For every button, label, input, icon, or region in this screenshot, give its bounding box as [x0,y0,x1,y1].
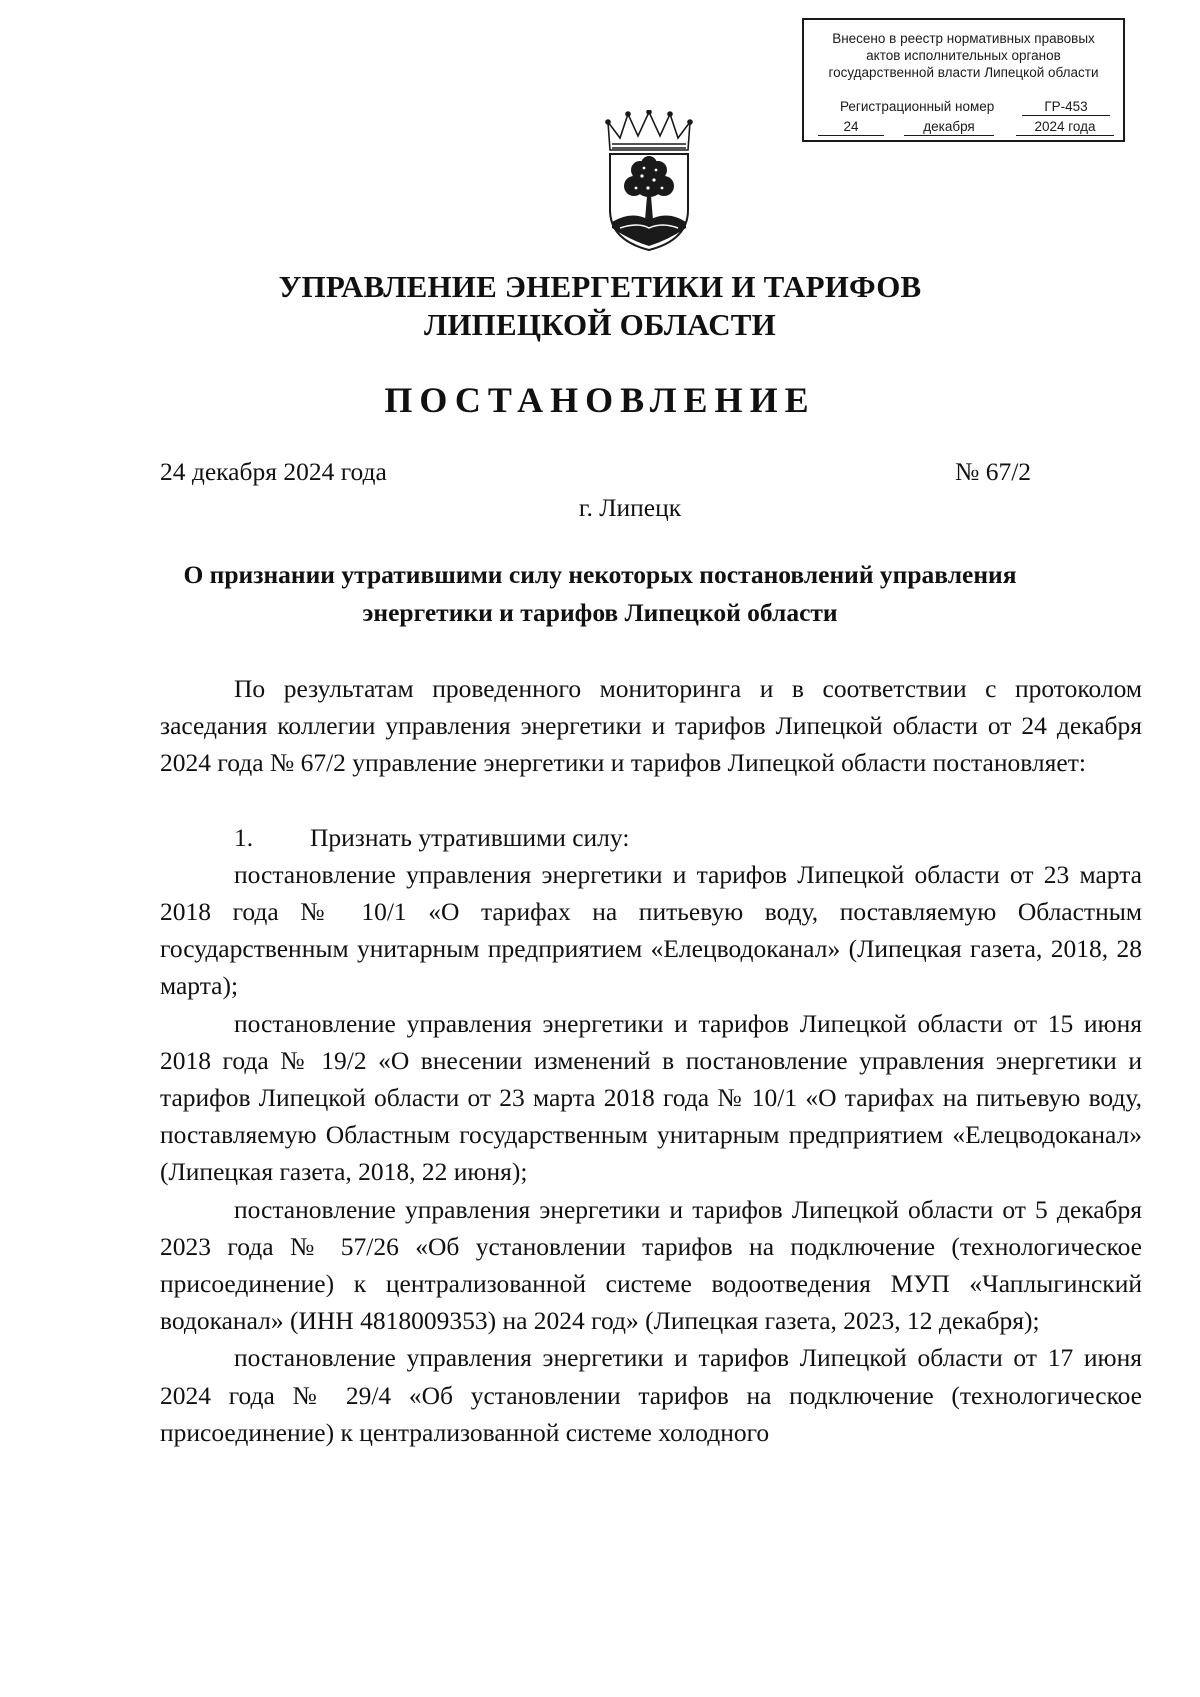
document-number: № 67/2 [955,457,1032,486]
stamp-line-3: государственной власти Липецкой области [828,65,1099,80]
repealed-act-4: постановление управления энергетики и тарифов Липецкой области от 17 июня 2024 года № 29/4 «Об установлении тарифов на подключение (технологическое присоединение) к централизованной системе холодного [160,1343,1142,1447]
stamp-date-month: декабря [904,118,994,136]
item-1-text: Признать утратившими силу: [310,822,630,852]
repealed-act-1: постановление управления энергетики и тарифов Липецкой области от 23 марта 2018 года № 10/1 «О тарифах на питьевую воду, поставляемую Областным государственным унитарным предприятием «Елецводоканал» (Липецкая газета, 2018, 28 марта); [160,859,1142,1001]
document-type: ПОСТАНОВЛЕНИЕ [384,380,816,420]
stamp-line-2: актов исполнительных органов [866,48,1061,63]
repealed-act-3: постановление управления энергетики и тарифов Липецкой области от 5 декабря 2023 года № 57/26 «Об установлении тарифов на подключение (технологическое присоединение) к централизованной системе водоотведения МУП «Чаплыгинский водоканал» (ИНН 4818009353) на 2024 год» (Липецкая газета, 2023, 12 декабря); [160,1194,1142,1336]
agency-title [0,268,1200,344]
stamp-date-year: 2024 года [1016,118,1114,136]
registry-stamp [802,18,1125,142]
coat-of-arms-icon [598,110,700,252]
document-date: 24 декабря 2024 года [160,457,387,486]
item-1-number: 1. [234,822,254,852]
stamp-registration-row [804,98,1123,118]
repealed-act-2: постановление управления энергетики и тарифов Липецкой области от 15 июня 2018 года № 19/2 «О внесении изменений в постановление управления энергетики и тарифов Липецкой области от 23 марта 2018 года № 10/1 «О тарифах на питьевую воду, поставляемую Областным государственным унитарным предприятием «Елецводоканал» (Липецкая газета, 2018, 22 июня); [160,1008,1142,1187]
stamp-line-1: Внесено в реестр нормативных правовых [832,31,1095,46]
stamp-registration-number: ГР-453 [1022,98,1110,116]
document-subject-line-2: энергетики и тарифов Липецкой области [362,598,838,627]
document-body [160,670,1142,1451]
document-subject [150,556,1050,632]
document-subject-line-1: О признании утратившими силу некоторых постановлений управления [183,560,1017,589]
stamp-date-row [804,118,1123,138]
item-1-paragraph [160,819,1142,856]
agency-title-line-1: УПРАВЛЕНИЕ ЭНЕРГЕТИКИ И ТАРИФОВ [278,269,922,304]
document-city: г. Липецк [578,493,682,522]
stamp-date-day: 24 [818,118,884,136]
stamp-registration-label: Регистрационный номер [840,99,995,114]
preamble-paragraph: По результатам проведенного мониторинга и в соответствии с протоколом заседания коллегии управления энергетики и тарифов Липецкой области от 24 декабря 2024 года № 67/2 управление энергетики и тарифов Липецкой области постановляет: [160,674,1142,778]
agency-title-line-2: ЛИПЕЦКОЙ ОБЛАСТИ [424,307,776,342]
